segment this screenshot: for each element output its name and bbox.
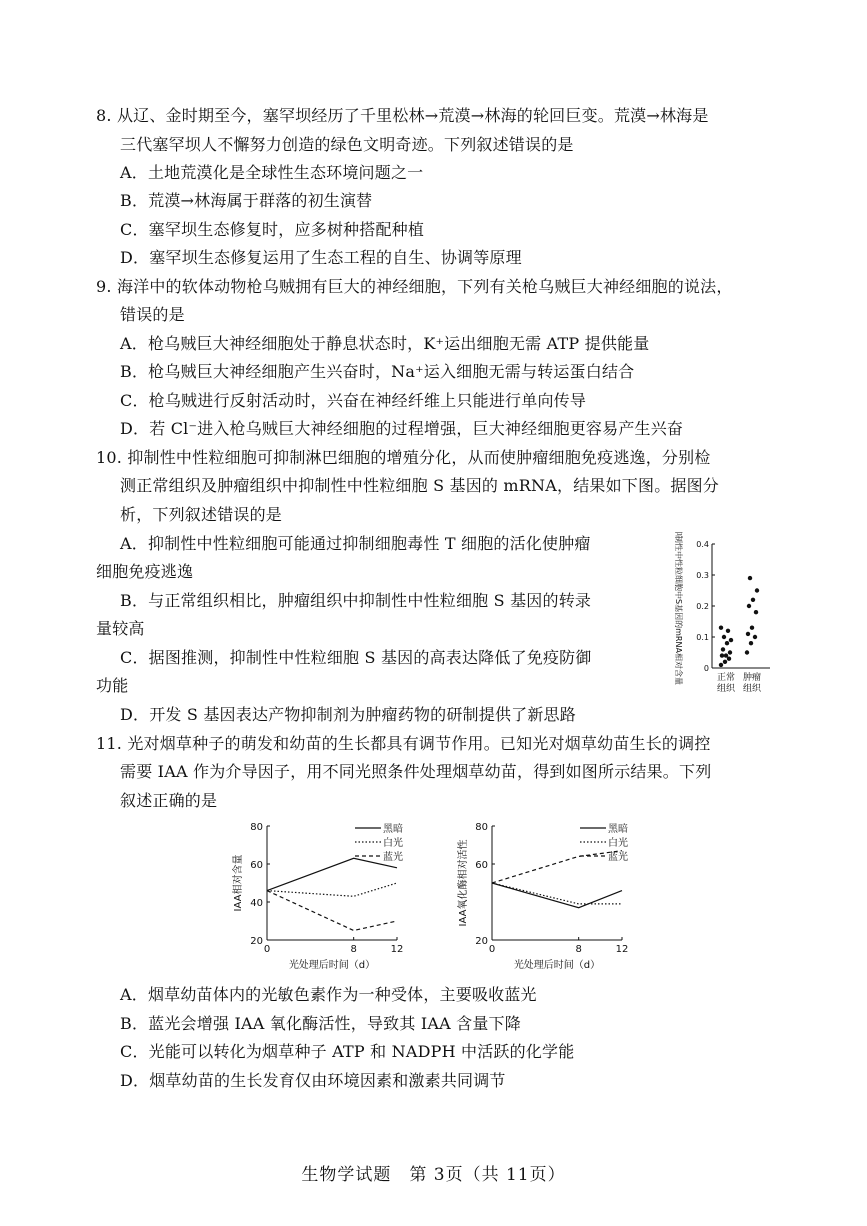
legend-label: 黑暗 (383, 824, 403, 835)
q11-iaa-content-chart (225, 812, 425, 977)
q11-iaa-oxidase-chart (450, 812, 650, 977)
iaa-oxidase-line-chart-svg (450, 812, 650, 977)
series-line-dashed (267, 891, 397, 931)
y-axis-label: 抑制性中性粒细胞中S基因的mRNA相对含量 (674, 532, 683, 685)
q10-scatter-chart (660, 532, 780, 702)
q10-option-c-line2: 功能 (96, 676, 129, 695)
category-label: 正常 (716, 673, 736, 683)
scatter-point (724, 653, 728, 657)
q10-option-b-line1: B．与正常组织相比，肿瘤组织中抑制性中性粒细胞 S 基因的转录 (120, 591, 592, 610)
q11-option-d: D．烟草幼苗的生长发育仅由环境因素和激素共同调节 (120, 1071, 506, 1090)
q10-stem-line2: 测正常组织及肿瘤组织中抑制性中性粒细胞 S 基因的 mRNA，结果如下图。据图分 (120, 476, 719, 495)
q10-option-c-line1: C．据图推测，抑制性中性粒细胞 S 基因的高表达降低了免疫防御 (120, 648, 592, 667)
scatter-point (721, 647, 725, 651)
scatter-point (748, 576, 752, 580)
y-tick-label: 60 (250, 860, 263, 871)
q9-option-b: B．枪乌贼巨大神经细胞产生兴奋时，Na⁺运入细胞无需与转运蛋白结合 (120, 362, 635, 381)
page-footer: 生物学试题 第 3页（共 11页） (301, 1165, 566, 1185)
legend-label: 蓝光 (383, 852, 403, 863)
y-axis-label: IAA相对含量 (233, 854, 244, 912)
iaa-content-line-chart-svg (225, 812, 425, 977)
q11-option-b: B．蓝光会增强 IAA 氧化酶活性，导致其 IAA 含量下降 (120, 1014, 521, 1033)
x-tick-label: 12 (615, 944, 629, 955)
category-label: 组织 (742, 684, 762, 694)
q9-option-c: C．枪乌贼进行反射活动时，兴奋在神经纤维上只能进行单向传导 (120, 391, 587, 410)
q11-stem-line2: 需要 IAA 作为介导因子，用不同光照条件处理烟草幼苗，得到如图所示结果。下列 (120, 762, 712, 781)
q10-option-d: D．开发 S 基因表达产物抑制剂为肿瘤药物的研制提供了新思路 (120, 705, 576, 724)
scatter-point (753, 635, 757, 639)
y-tick-label: 0.1 (696, 633, 709, 642)
y-tick-label: 0 (703, 664, 709, 673)
q8-stem-line2: 三代塞罕坝人不懈努力创造的绿色文明奇迹。下列叙述错误的是 (120, 135, 574, 154)
series-line-solid (267, 858, 397, 890)
scatter-point (745, 650, 749, 654)
y-tick-label: 0.3 (696, 571, 709, 580)
x-tick-label: 8 (575, 944, 582, 955)
q10-option-a-line2: 细胞免疫逃逸 (96, 562, 194, 581)
legend-label: 黑暗 (608, 824, 628, 835)
y-axis-label: IAA氧化酶相对活性 (458, 839, 469, 927)
x-tick-label: 12 (390, 944, 404, 955)
scatter-point (746, 632, 750, 636)
legend-label: 蓝光 (608, 852, 628, 863)
x-axis-label: 光处理后时间（d） (513, 960, 601, 971)
scatter-point (719, 626, 723, 630)
q9-stem-line1: 9. 海洋中的软体动物枪乌贼拥有巨大的神经细胞，下列有关枪乌贼巨大神经细胞的说法， (96, 277, 733, 296)
q8-option-a: A．土地荒漠化是全球性生态环境问题之一 (120, 163, 424, 182)
q11-option-a: A．烟草幼苗体内的光敏色素作为一种受体，主要吸收蓝光 (120, 985, 537, 1004)
scatter-point (751, 598, 755, 602)
scatter-point (747, 604, 751, 608)
q8-option-b: B．荒漠→林海属于群落的初生演替 (120, 191, 373, 210)
x-tick-label: 8 (350, 944, 357, 955)
y-tick-label: 0.4 (696, 540, 709, 549)
y-tick-label: 20 (250, 936, 263, 947)
q9-option-a: A．枪乌贼巨大神经细胞处于静息状态时，K⁺运出细胞无需 ATP 提供能量 (120, 334, 650, 353)
q11-stem-line1: 11. 光对烟草种子的萌发和幼苗的生长都具有调节作用。已知光对烟草幼苗生长的调控 (96, 734, 711, 753)
scatter-point (750, 626, 754, 630)
y-tick-label: 80 (475, 822, 488, 833)
x-tick-label: 0 (488, 944, 496, 955)
q10-option-b-line2: 量较高 (96, 619, 145, 638)
series-line-dotted (267, 883, 397, 896)
category-label: 肿瘤 (742, 673, 762, 683)
scatter-point (719, 663, 723, 667)
q10-stem-line3: 析，下列叙述错误的是 (120, 505, 283, 524)
q9-option-d: D．若 Cl⁻进入枪乌贼巨大神经细胞的过程增强，巨大神经细胞更容易产生兴奋 (120, 419, 684, 438)
category-label: 组织 (716, 684, 736, 694)
legend-label: 白光 (383, 838, 403, 849)
y-tick-label: 40 (250, 898, 263, 909)
scatter-point (725, 641, 729, 645)
legend-label: 白光 (608, 838, 628, 849)
x-tick-label: 0 (263, 944, 271, 955)
scatter-point (720, 653, 724, 657)
scatter-point (728, 650, 732, 654)
scatter-point (755, 588, 759, 592)
scatter-point (726, 629, 730, 633)
q8-option-d: D．塞罕坝生态修复运用了生态工程的自生、协调等原理 (120, 248, 522, 267)
q11-stem-line3: 叙述正确的是 (120, 791, 218, 810)
q10-stem-line1: 10. 抑制性中性粒细胞可抑制淋巴细胞的增殖分化，从而使肿瘤细胞免疫逃逸，分别检 (96, 448, 711, 467)
scatter-point (722, 635, 726, 639)
y-tick-label: 20 (475, 936, 488, 947)
q11-option-c: C．光能可以转化为烟草种子 ATP 和 NADPH 中活跃的化学能 (120, 1042, 575, 1061)
x-axis-label: 光处理后时间（d） (288, 960, 376, 971)
scatter-plot-svg (660, 532, 780, 702)
q10-option-a-line1: A．抑制性中性粒细胞可能通过抑制细胞毒性 T 细胞的活化使肿瘤 (120, 534, 591, 553)
q8-stem-line1: 8. 从辽、金时期至今，塞罕坝经历了千里松林→荒漠→林海的轮回巨变。荒漠→林海是 (96, 106, 709, 125)
scatter-point (754, 610, 758, 614)
scatter-point (749, 641, 753, 645)
y-tick-label: 80 (250, 822, 263, 833)
q8-option-c: C．塞罕坝生态修复时，应多树种搭配种植 (120, 220, 425, 239)
scatter-point (723, 660, 727, 664)
series-line-dotted (492, 883, 622, 904)
scatter-point (729, 638, 733, 642)
q9-stem-line2: 错误的是 (120, 305, 185, 324)
y-tick-label: 60 (475, 860, 488, 871)
y-tick-label: 0.2 (696, 602, 709, 611)
